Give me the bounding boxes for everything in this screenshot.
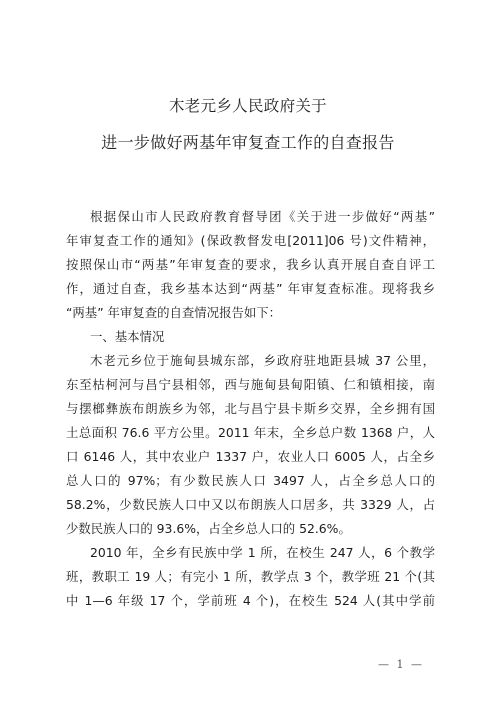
report-title-line-2: 进一步做好两基年审复查工作的自查报告 (101, 133, 395, 152)
paragraph-line: 2010 年，全乡有民族中学 1 所，在校生 247 人，6 个教学 (90, 545, 435, 560)
page-number: — 1 — (378, 658, 424, 671)
section-heading: 一、基本情况 (90, 329, 165, 344)
paragraph-line: 中 1—6 年级 17 个，学前班 4 个)，在校生 524 人(其中学前 (66, 593, 435, 608)
paragraph-line: 按照保山市“两基”年审复查的要求，我乡认真开展自查自评工 (66, 257, 435, 272)
paragraph-line: 总人口的 97%；有少数民族人口 3497 人，占全乡总人口的 (66, 473, 435, 488)
paragraph-line: “两基” 年审复查的自查情况报告如下： (66, 305, 282, 320)
paragraph-line: 土总面积 76.6 平方公里。2011 年末，全乡总户数 1368 户，人 (66, 425, 435, 440)
paragraph-line: 木老元乡位于施甸县城东部，乡政府驻地距县城 37 公里， (90, 353, 435, 368)
paragraph-line: 58.2%，少数民族人口中又以布朗族人口居多，共 3329 人，占 (66, 497, 435, 512)
paragraph-line: 东至枯柯河与昌宁县相邻，西与施甸县甸阳镇、仁和镇相接，南 (66, 377, 435, 392)
paragraph-line: 作，通过自查，我乡基本达到“两基” 年审复查标准。现将我乡 (66, 281, 435, 296)
paragraph-line: 少数民族人口的 93.6%，占全乡总人口的 52.6%。 (66, 521, 351, 536)
paragraph-line: 口 6146 人，其中农业户 1337 户，农业人口 6005 人，占全乡 (66, 449, 435, 464)
paragraph-line: 与摆榔彝族布朗族乡为邻，北与昌宁县卡斯乡交界，全乡拥有国 (66, 401, 435, 416)
paragraph-line: 根据保山市人民政府教育督导团《关于进一步做好“两基” (90, 209, 435, 224)
report-title-line-1: 木老元乡人民政府关于 (168, 97, 327, 115)
paragraph-line: 班，教职工 19 人；有完小 1 所，教学点 3 个，教学班 21 个(其 (66, 569, 435, 584)
paragraph-line: 年审复查工作的通知》(保政教督发电[2011]06 号)文件精神， (66, 233, 435, 248)
